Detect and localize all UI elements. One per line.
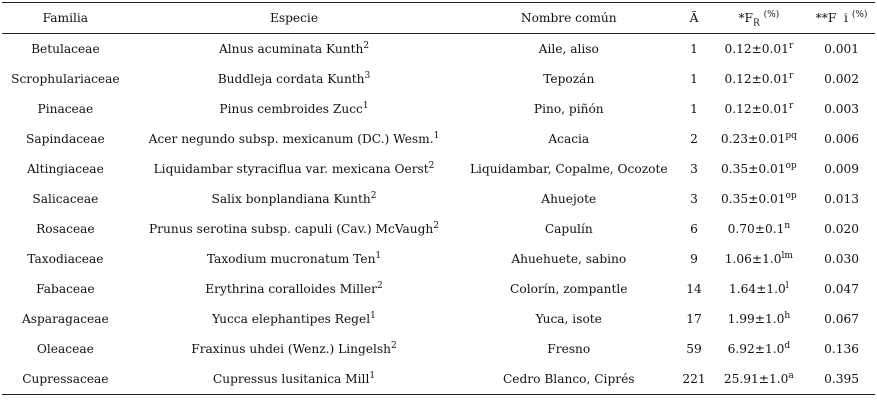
especie-footnote: 3 — [364, 70, 371, 81]
cell-a: 9 — [690, 252, 698, 266]
cell-fi: 0.020 — [824, 222, 859, 236]
table-row — [2, 304, 875, 334]
table-row — [2, 334, 875, 364]
fr-value: 6.92±1.0 — [727, 342, 785, 356]
especie-text: Buddleja cordata Kunth — [217, 72, 365, 86]
especie-footnote: 2 — [370, 190, 377, 201]
table-row — [2, 274, 875, 304]
fr-letter: r — [788, 100, 794, 111]
cell-especie — [129, 34, 460, 65]
cell-familia: Sapindaceae — [25, 132, 105, 146]
fr-letter: n — [784, 220, 791, 231]
especie-footnote: 1 — [433, 130, 440, 141]
especie-text: Yucca elephantipes Regel — [212, 312, 371, 326]
cell-familia: Cupressaceae — [2, 364, 129, 395]
especie-text: Liquidambar styraciflua var. mexicana Oerst — [153, 162, 429, 176]
cell-familia: Scrophulariaceae — [11, 72, 120, 86]
cell-nombre-comun: Tepozán — [543, 72, 595, 86]
table-row — [2, 214, 875, 244]
cell-fi: 0.067 — [824, 312, 859, 326]
header-especie: Especie — [129, 3, 460, 34]
header-a: Ã — [678, 3, 709, 34]
cell-fr — [710, 94, 808, 124]
cell-fi: 0.030 — [824, 252, 859, 266]
cell-fr — [710, 34, 808, 65]
species-table — [2, 2, 875, 395]
header-fi-unit: (%) — [851, 9, 868, 20]
cell-fi: 0.006 — [824, 132, 859, 146]
cell-a: 221 — [678, 364, 709, 395]
cell-familia: Salicaceae — [32, 192, 99, 206]
fr-value: 1.99±1.0 — [727, 312, 785, 326]
fr-value: 1.06±1.0 — [724, 252, 782, 266]
cell-especie — [129, 244, 460, 274]
fr-letter: r — [788, 70, 794, 81]
especie-footnote: 2 — [363, 40, 370, 51]
cell-nombre-comun: Yuca, isote — [535, 312, 602, 326]
cell-nombre-comun: Ahuejote — [541, 192, 597, 206]
cell-familia: Pinaceae — [37, 102, 94, 116]
cell-nombre-comun: Capulín — [544, 222, 593, 236]
cell-a: 3 — [690, 192, 698, 206]
cell-especie — [129, 304, 460, 334]
especie-text: Salix bonplandiana Kunth — [211, 192, 371, 206]
cell-nombre-comun: Pino, piñón — [533, 102, 604, 116]
cell-fi: 0.013 — [824, 192, 859, 206]
fr-letter: d — [784, 340, 791, 351]
header-fr-prefix: *F — [738, 11, 754, 25]
cell-fi: 0.003 — [824, 102, 859, 116]
cell-fi: 0.395 — [808, 364, 875, 395]
cell-familia: Oleaceae — [36, 342, 94, 356]
cell-especie — [129, 364, 460, 395]
especie-text: Prunus serotina subsp. capuli (Cav.) McVaugh — [148, 222, 434, 236]
fr-value: 0.35±0.01 — [721, 162, 786, 176]
especie-text: Alnus acuminata Kunth — [218, 42, 364, 56]
especie-footnote: 2 — [391, 340, 397, 351]
fr-letter: lm — [781, 250, 793, 261]
cell-nombre-comun: Fresno — [547, 342, 591, 356]
especie-text: Acer negundo subsp. mexicanum (DC.) Wesm. — [148, 132, 434, 146]
fr-value: 0.35±0.01 — [721, 192, 786, 206]
cell-fi: 0.136 — [824, 342, 859, 356]
cell-familia: Asparagaceae — [21, 312, 109, 326]
header-row — [2, 3, 875, 34]
cell-especie — [129, 64, 460, 94]
table-row — [2, 154, 875, 184]
especie-text: Cupressus lusitanica Mill — [212, 372, 370, 386]
cell-especie — [129, 334, 460, 364]
cell-nombre-comun: Cedro Blanco, Ciprés — [459, 364, 678, 395]
cell-a: 59 — [686, 342, 702, 356]
header-nombre-comun: Nombre común — [459, 3, 678, 34]
especie-footnote: 1 — [375, 250, 382, 261]
especie-text: Fraxinus uhdei (Wenz.) Lingelsh — [191, 342, 392, 356]
cell-fi: 0.009 — [824, 162, 859, 176]
cell-fr — [710, 364, 808, 395]
especie-text: Erythrina coralloides Miller — [205, 282, 377, 296]
especie-footnote: 1 — [362, 100, 369, 111]
fr-value: 0.70±0.1 — [727, 222, 785, 236]
fr-value: 0.23±0.01 — [720, 132, 786, 146]
table-row — [2, 244, 875, 274]
cell-especie — [129, 154, 460, 184]
cell-nombre-comun: Colorín, zompantle — [510, 282, 628, 296]
cell-familia: Taxodiaceae — [27, 252, 104, 266]
fr-letter: l — [785, 280, 789, 291]
header-fr-subscript: R — [753, 18, 760, 29]
cell-a: 3 — [690, 162, 698, 176]
cell-fr — [710, 274, 808, 304]
fr-letter: h — [784, 310, 791, 321]
cell-a: 17 — [686, 312, 702, 326]
especie-footnote: 2 — [428, 160, 435, 171]
cell-a: 14 — [686, 282, 702, 296]
cell-fr — [710, 304, 808, 334]
fr-letter: pq — [785, 130, 797, 141]
fr-value: 0.12±0.01 — [724, 102, 789, 116]
cell-especie — [129, 94, 460, 124]
cell-especie — [129, 184, 460, 214]
cell-nombre-comun: Aile, aliso — [538, 42, 599, 56]
cell-familia: Fabaceae — [36, 282, 95, 296]
cell-fr — [710, 214, 808, 244]
fr-letter: a — [788, 370, 794, 381]
especie-footnote: 1 — [370, 310, 376, 321]
cell-fr — [710, 154, 808, 184]
header-fr — [710, 3, 808, 34]
fr-letter: op — [785, 160, 797, 171]
cell-especie — [129, 124, 460, 154]
especie-footnote: 2 — [376, 280, 383, 291]
cell-nombre-comun: Liquidambar, Copalme, Ocozote — [469, 162, 668, 176]
cell-fr — [710, 64, 808, 94]
cell-nombre-comun: Ahuehuete, sabino — [511, 252, 627, 266]
table-row — [2, 34, 875, 65]
header-fr-unit: (%) — [763, 9, 780, 20]
fr-value: 1.64±1.0 — [729, 282, 786, 296]
cell-a: 1 — [690, 42, 698, 56]
fr-value: 0.12±0.01 — [724, 72, 789, 86]
especie-footnote: 1 — [369, 370, 376, 381]
cell-familia: Rosaceae — [36, 222, 95, 236]
header-fi-label: **F i — [815, 11, 848, 25]
cell-fi: 0.047 — [824, 282, 859, 296]
cell-nombre-comun: Acacia — [548, 132, 590, 146]
cell-fr — [710, 124, 808, 154]
cell-fi: 0.002 — [824, 72, 859, 86]
header-fi — [808, 3, 875, 34]
cell-familia: Altingiaceae — [26, 162, 104, 176]
cell-especie — [129, 214, 460, 244]
cell-fr — [710, 244, 808, 274]
cell-especie — [129, 274, 460, 304]
table-row — [2, 94, 875, 124]
especie-footnote: 2 — [433, 220, 439, 231]
cell-a: 2 — [690, 132, 698, 146]
header-familia: Familia — [2, 3, 129, 34]
fr-value: 0.12±0.01 — [724, 42, 789, 56]
table-row — [2, 184, 875, 214]
cell-fi: 0.001 — [824, 42, 859, 56]
cell-a: 6 — [690, 222, 698, 236]
fr-letter: r — [788, 40, 794, 51]
table-row — [2, 124, 875, 154]
cell-a: 1 — [690, 102, 698, 116]
cell-fr — [710, 334, 808, 364]
cell-a: 1 — [690, 72, 698, 86]
especie-text: Pinus cembroides Zucc — [219, 102, 363, 116]
cell-fr — [710, 184, 808, 214]
cell-familia: Betulaceae — [31, 42, 100, 56]
table-row — [2, 64, 875, 94]
table-row — [2, 364, 875, 395]
fr-value: 25.91±1.0 — [723, 372, 789, 386]
fr-letter: op — [785, 190, 797, 201]
especie-text: Taxodium mucronatum Ten — [206, 252, 376, 266]
